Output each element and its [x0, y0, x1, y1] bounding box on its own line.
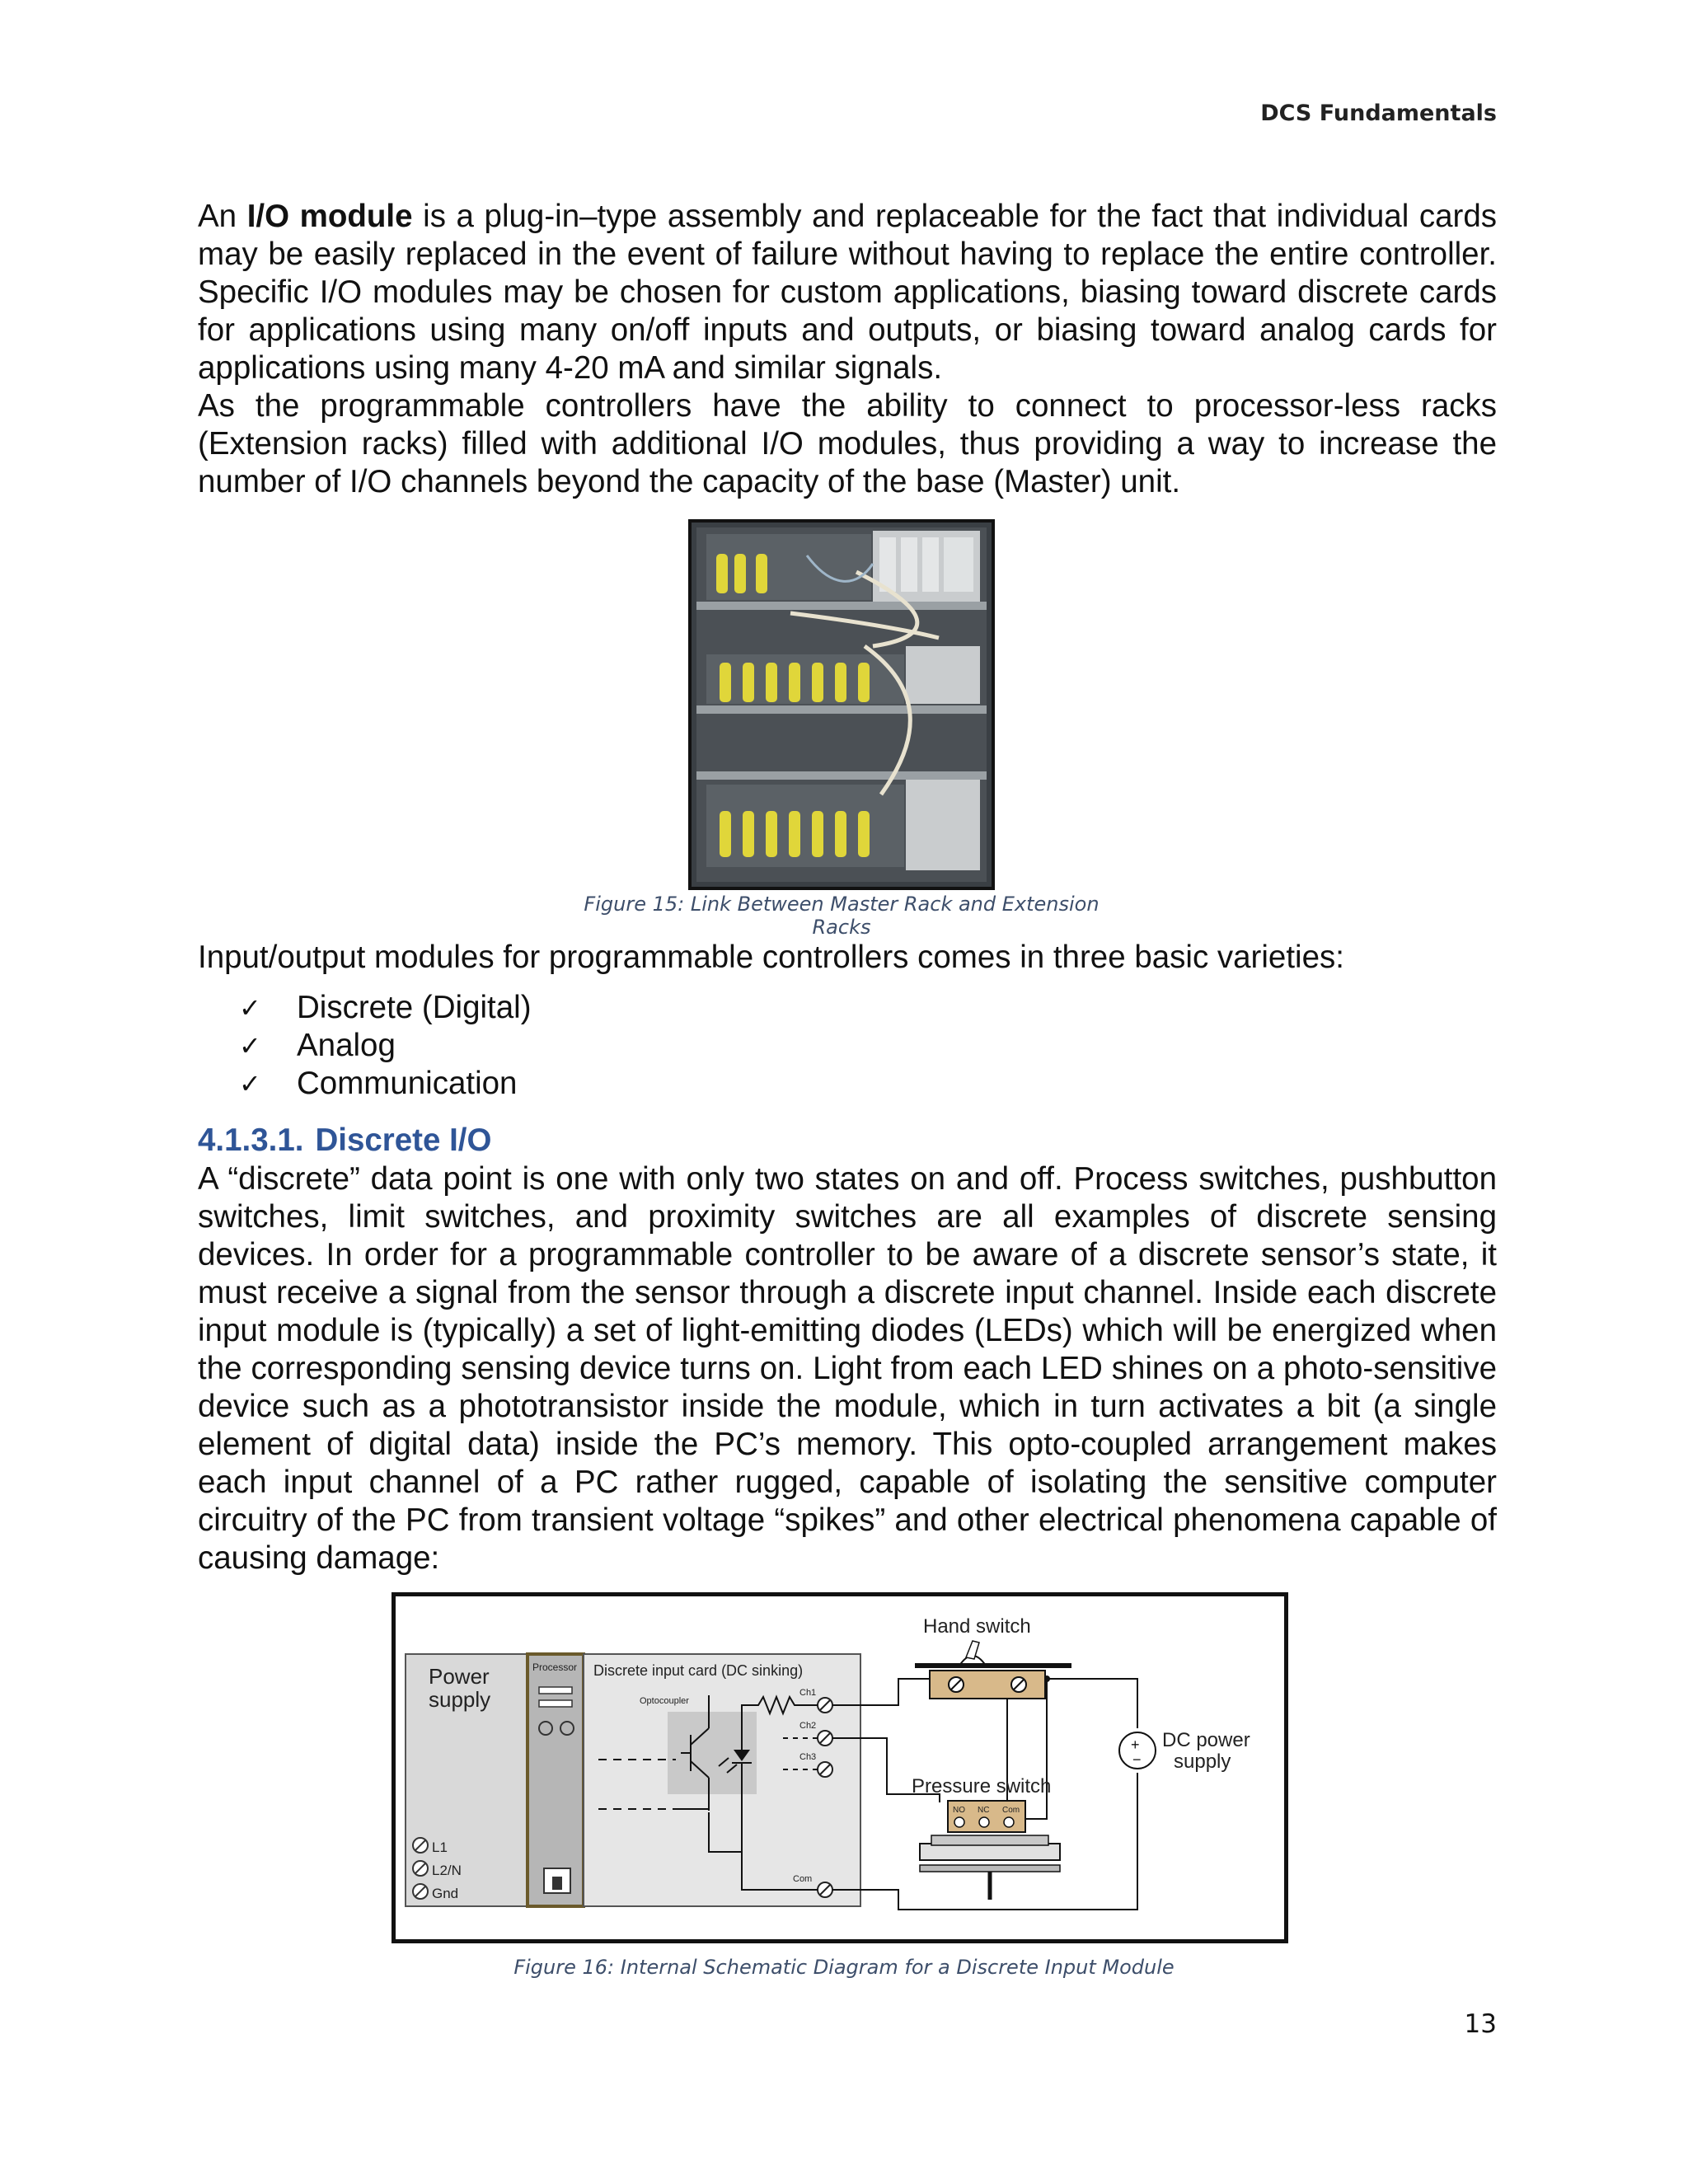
terminal-gnd-label: Gnd: [432, 1886, 459, 1901]
master-rack: [706, 531, 980, 602]
list-item: [239, 989, 532, 1027]
pressure-switch-label: Pressure switch: [912, 1775, 1052, 1797]
paragraph-extension-racks: As the programmable controllers have the ability to connect to processor-less racks (Extension racks) filled with additional I/O modules, thus providing a way to increase the number of I/O channels beyond the capacity of the base (Master) unit.: [198, 388, 1497, 499]
schematic-diagram: [396, 1596, 1284, 1939]
power-supply-label-1: Power: [429, 1664, 490, 1689]
figure-discrete-input-schematic: [392, 1592, 1288, 1943]
terminal-l1-label: L1: [432, 1840, 448, 1855]
checkmark-icon: ✓: [239, 1068, 261, 1099]
paragraph-io-module: [198, 198, 1497, 387]
section-heading: [198, 1122, 491, 1159]
dc-power-label-2: supply: [1174, 1750, 1231, 1773]
running-header: DCS Fundamentals: [1260, 101, 1497, 126]
nc-terminal-label: NC: [978, 1806, 990, 1815]
com-label: Com: [793, 1874, 813, 1884]
io-varieties-list: [239, 989, 532, 1103]
card-label: Discrete input card (DC sinking): [593, 1662, 804, 1679]
svg-text:+: +: [1131, 1736, 1140, 1753]
paragraph-rest: is a plug-in–type assembly and replaceable for the fact that individual cards may be easily replaced in the event of failure without having to replace the entire controller. Specific I/O modules may be chosen for custom applications, biasing toward discrete cards for applications using many on/off inputs and outputs, or biasing toward analog cards for applications using many 4-20 mA and similar signals.: [198, 199, 1497, 386]
list-item-label: Communication: [297, 1066, 518, 1101]
rack-photo-illustration: [692, 523, 992, 887]
paragraph-lead: An: [198, 199, 247, 234]
term-io-module: I/O module: [246, 199, 413, 234]
figure-16-caption: Figure 16: Internal Schematic Diagram for a Discrete Input Module: [513, 1956, 1175, 1979]
hand-switch-label: Hand switch: [923, 1615, 1031, 1638]
ch1-label: Ch1: [799, 1688, 817, 1698]
dc-power-label-1: DC power: [1162, 1729, 1250, 1751]
hand-switch-body: [930, 1671, 1045, 1699]
section-number: 4.1.3.1.: [198, 1122, 304, 1158]
section-title: Discrete I/O: [315, 1122, 492, 1158]
figure-rack-photo: [688, 519, 995, 890]
paragraph-discrete-io: A “discrete” data point is one with only two states on and off. Process switches, pushbutton switches, limit switches, and proximity switches are all examples of discrete sensing devices. In order for a programmable controller to be aware of a discrete sensor’s state, it must receive a signal from the sensor through a discrete input channel. Inside each discrete input module is (typically) a set of light-emitting diodes (LEDs) which will be energized when the corresponding sensing device turns on. Light from each LED shines on a photo-sensitive device such as a phototransistor inside the module, which in turn activates a bit (a single element of digital data) inside the PC’s memory. This opto-coupled arrangement makes each input channel of a PC rather rugged, capable of isolating the sensitive computer circuitry of the PC from transient voltage “spikes” and other electrical phenomena capable of causing damage:: [198, 1161, 1497, 1576]
com-terminal-label: Com: [1002, 1806, 1020, 1815]
io-varieties-intro: Input/output modules for programmable controllers comes in three basic varieties:: [198, 940, 1344, 975]
processor-label: Processor: [532, 1661, 578, 1673]
ch3-label: Ch3: [799, 1752, 817, 1762]
no-terminal-label: NO: [953, 1806, 965, 1815]
power-supply-label-2: supply: [429, 1687, 491, 1712]
figure-15-caption: Figure 15: Link Between Master Rack and Extension Racks: [584, 893, 1100, 939]
list-item-label: Discrete (Digital): [297, 990, 532, 1025]
list-item-label: Analog: [297, 1028, 396, 1063]
list-item: [239, 1027, 532, 1065]
optocoupler-label: Optocoupler: [640, 1696, 689, 1706]
checkmark-icon: ✓: [239, 1030, 261, 1062]
list-item: [239, 1065, 532, 1103]
checkmark-icon: ✓: [239, 992, 261, 1024]
terminal-l2n-label: L2/N: [432, 1863, 462, 1878]
svg-text:−: −: [1132, 1751, 1142, 1768]
ch2-label: Ch2: [799, 1721, 817, 1731]
page-number: 13: [1464, 2009, 1497, 2039]
